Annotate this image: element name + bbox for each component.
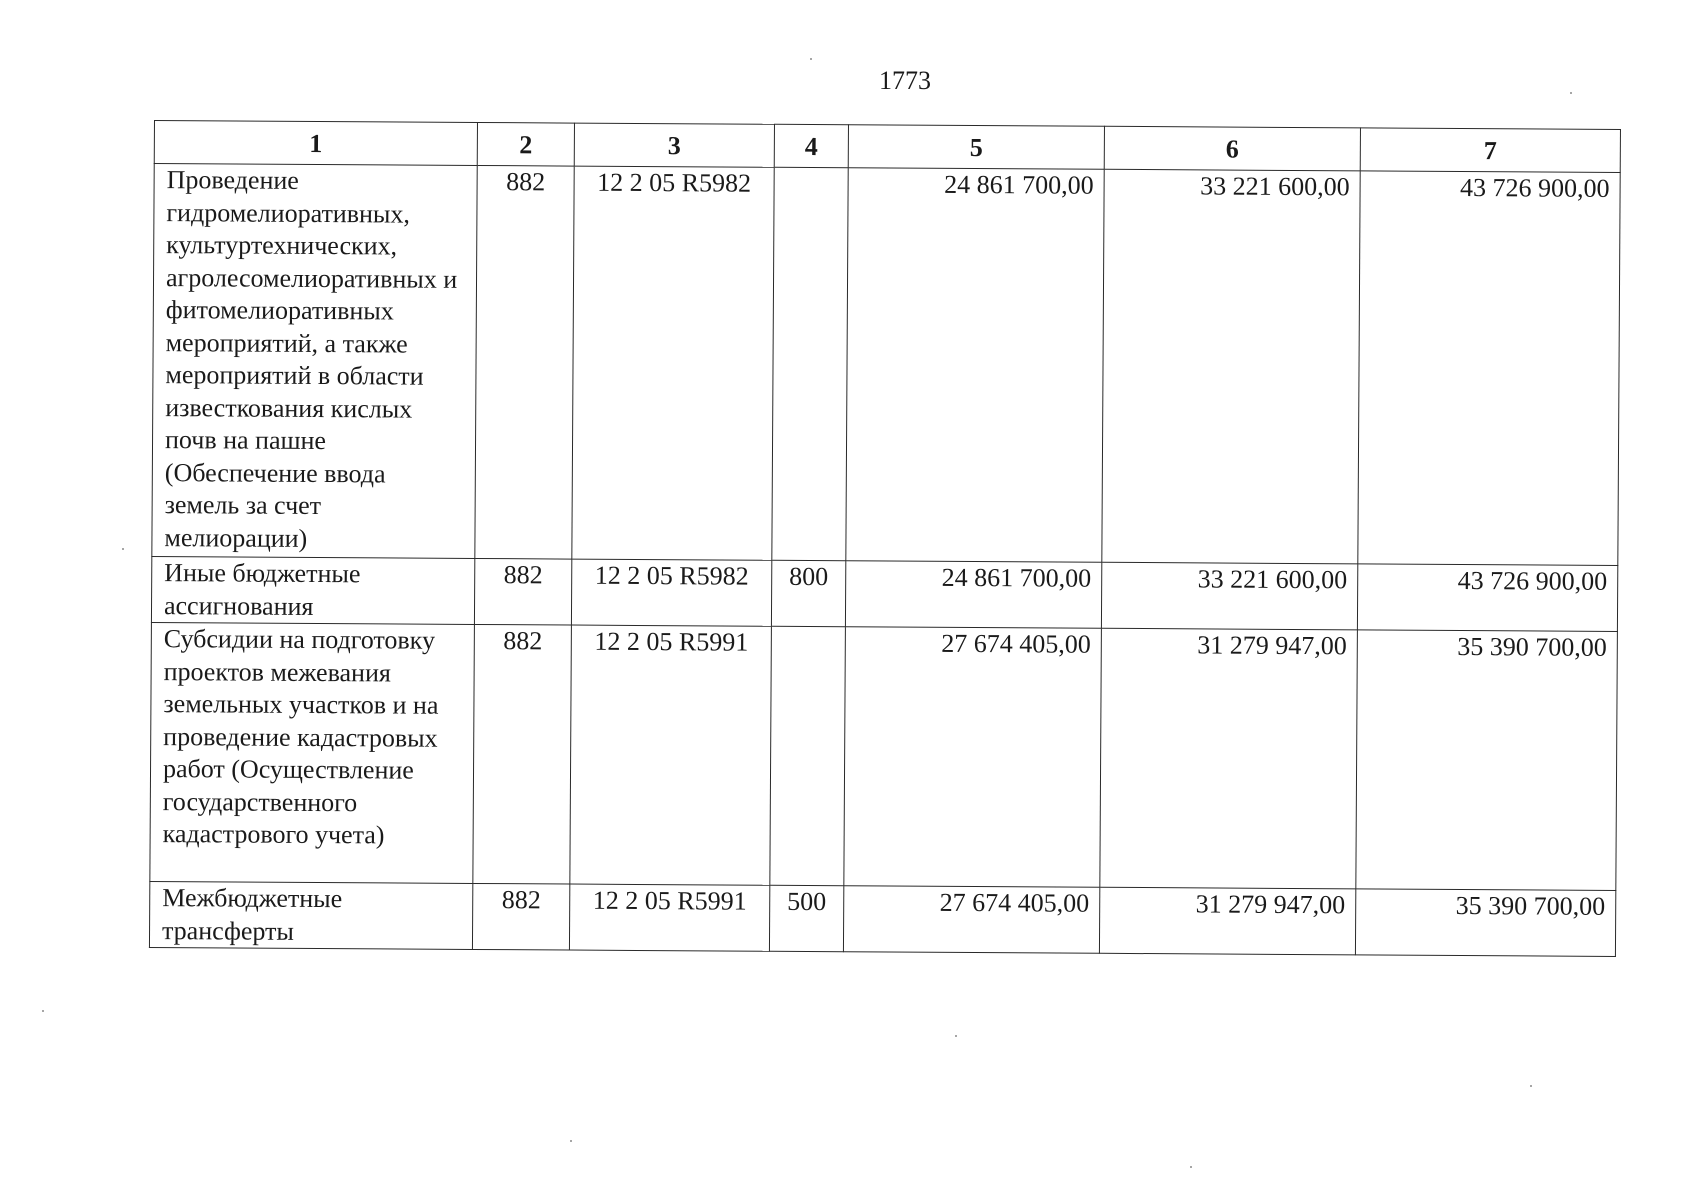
row-ministry-code: 882 bbox=[473, 624, 572, 884]
row-article-code: 12 2 05 R5991 bbox=[569, 884, 769, 951]
row-article-code: 12 2 05 R5982 bbox=[571, 559, 771, 626]
row-article-code: 12 2 05 R5982 bbox=[572, 166, 774, 560]
row-amount-year-3: 43 726 900,00 bbox=[1358, 171, 1620, 566]
row-name: Иные бюджетные ассигнования bbox=[151, 556, 474, 624]
row-amount-year-3: 43 726 900,00 bbox=[1357, 564, 1617, 632]
row-amount-year-1: 27 674 405,00 bbox=[843, 886, 1099, 954]
row-amount-year-2: 31 279 947,00 bbox=[1099, 887, 1355, 955]
scan-speck bbox=[955, 1035, 957, 1037]
row-ministry-code: 882 bbox=[475, 165, 574, 559]
column-header-4: 4 bbox=[774, 124, 848, 167]
scan-speck bbox=[1190, 1166, 1192, 1168]
row-expense-type bbox=[772, 167, 848, 560]
scan-speck bbox=[1570, 92, 1572, 94]
row-name: Межбюджетные трансферты bbox=[149, 881, 472, 949]
column-header-5: 5 bbox=[848, 125, 1104, 170]
row-expense-type: 500 bbox=[769, 885, 843, 951]
row-amount-year-3: 35 390 700,00 bbox=[1356, 630, 1618, 891]
row-name: Проведение гидромелиоративных, культуртехнических, агролесомелиоративных и фитомелиоративных мероприятий, а также мероприятий в области известкования кислых почв на пашне (Обеспечение ввода земель за счет мелиорации) bbox=[152, 164, 477, 559]
column-header-6: 6 bbox=[1104, 126, 1360, 171]
row-amount-year-3: 35 390 700,00 bbox=[1355, 889, 1615, 957]
scan-speck bbox=[42, 1010, 44, 1012]
table-row bbox=[152, 164, 1620, 566]
scan-speck bbox=[1530, 1085, 1532, 1087]
column-header-7: 7 bbox=[1360, 128, 1620, 173]
scan-speck bbox=[122, 548, 124, 550]
column-header-3: 3 bbox=[574, 123, 774, 167]
budget-table bbox=[149, 120, 1621, 957]
scan-speck bbox=[810, 58, 812, 60]
column-header-2: 2 bbox=[477, 122, 574, 166]
scan-speck bbox=[570, 1140, 572, 1142]
column-header-1: 1 bbox=[154, 121, 477, 166]
row-expense-type: 800 bbox=[771, 560, 845, 626]
row-ministry-code: 882 bbox=[472, 883, 569, 950]
row-name: Субсидии на подготовку проектов межевания земельных участков и на проведение кадастровых работ (Осуществление государственного кадастрового учета) bbox=[150, 622, 475, 883]
page-number: 1773 bbox=[879, 66, 931, 95]
table-row bbox=[150, 622, 1618, 890]
row-amount-year-2: 31 279 947,00 bbox=[1100, 628, 1358, 889]
row-amount-year-2: 33 221 600,00 bbox=[1102, 169, 1360, 564]
row-ministry-code: 882 bbox=[474, 558, 571, 625]
row-amount-year-1: 27 674 405,00 bbox=[844, 627, 1102, 888]
row-amount-year-1: 24 861 700,00 bbox=[845, 561, 1101, 629]
row-amount-year-2: 33 221 600,00 bbox=[1101, 562, 1357, 630]
row-expense-type bbox=[770, 626, 846, 885]
table-row bbox=[149, 881, 1615, 956]
row-article-code: 12 2 05 R5991 bbox=[570, 625, 772, 885]
row-amount-year-1: 24 861 700,00 bbox=[846, 168, 1104, 563]
table-row bbox=[151, 556, 1617, 631]
